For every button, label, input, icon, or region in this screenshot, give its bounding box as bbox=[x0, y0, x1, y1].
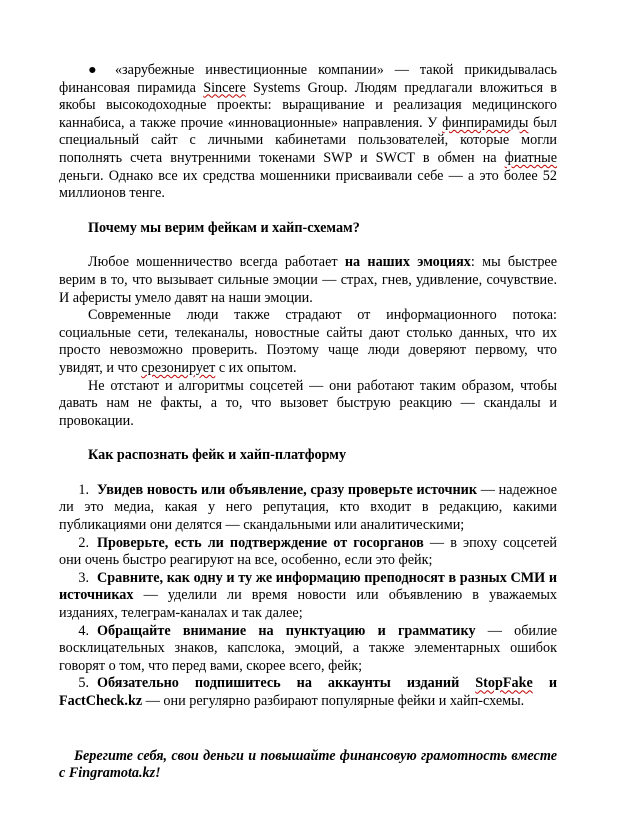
list-item: 4. Обращайте внимание на пунктуацию и грамматику — обилие восклицательных знаков, капслока, эмоций, а также элементарных ошибок говорят о том, что перед вами, скорее всего, фейк; bbox=[59, 622, 557, 674]
spellcheck-word: срезонирует bbox=[141, 359, 216, 376]
paragraph: Не отстают и алгоритмы соцсетей — они работают таким образом, чтобы давать нам не факты, а то, что вызовет быструю реакцию — скандалы и провокации. bbox=[59, 377, 557, 429]
list-item: 1. Увидев новость или объявление, сразу проверьте источник — надежное ли это медиа, какая у него репутация, кто входит в редакцию, какими публикациями они делятся — скандальными или аналитическими; bbox=[59, 481, 557, 534]
section-heading: Как распознать фейк и хайп-платформу bbox=[88, 447, 347, 464]
document-page bbox=[59, 62, 557, 783]
paragraph: Современные люди также страдают от информационного потока: социальные сети, телеканалы, новостные сайты дают столько данных, что их просто невозможно проверить. Поэтому чаще люди доверяют первому, что увидят, и что срезонирует с их опытом. bbox=[59, 307, 557, 376]
section-heading: Почему мы верим фейкам и хайп-схемам? bbox=[88, 219, 360, 236]
paragraph: Любое мошенничество всегда работает на наших эмоциях: мы быстрее верим в то, что вызывает сильные эмоции — страх, гнев, удивление, сочувствие. И аферисты умело давят на наши эмоции. bbox=[59, 254, 558, 306]
list-item: 3. Сравните, как одну и ту же информацию преподносят в разных СМИ и источниках — уделили ли время новости или объявлению в уважаемых изданиях, телеграм-каналах и так далее; bbox=[59, 569, 557, 622]
numbered-list bbox=[59, 482, 557, 711]
spellcheck-word: Sincere bbox=[203, 79, 246, 96]
list-item: 5. Обязательно подпишитесь на аккаунты изданий StopFake и FactCheck.kz — они регулярно разбирают популярные фейки и хайп-схемы. bbox=[59, 675, 558, 709]
spellcheck-word: StopFake bbox=[475, 675, 533, 692]
closing-statement: Берегите себя, свои деньги и повышайте финансовую грамотность вместе с Fingramota.kz! bbox=[59, 747, 557, 782]
list-item: 2. Проверьте, есть ли подтверждение от госорганов — в эпоху соцсетей они очень быстро реагируют на все, особенно, если это фейк; bbox=[59, 534, 558, 569]
spellcheck-word: фиатные bbox=[504, 149, 558, 166]
bullet-icon: ● bbox=[88, 62, 104, 78]
spellcheck-word: финпирамиды bbox=[442, 114, 529, 131]
bullet-paragraph: ● «зарубежные инвестиционные компании» — такой прикидывалась финансовая пирамида Sincere Systems Group. Людям предлагали вложиться в якобы высокодоходные проекты: выращивание и реализация медицинского каннабиса, а также прочие «инновационные» направления. У финпирамиды был специальный сайт с личными кабинетами пользователей, которые могли пополнять счета внутренними токенами SWP и SWCT в обмен на фиатные деньги. Однако все их средства мошенники присваивали себе — а это более 52 миллионов тенге. bbox=[59, 62, 558, 202]
